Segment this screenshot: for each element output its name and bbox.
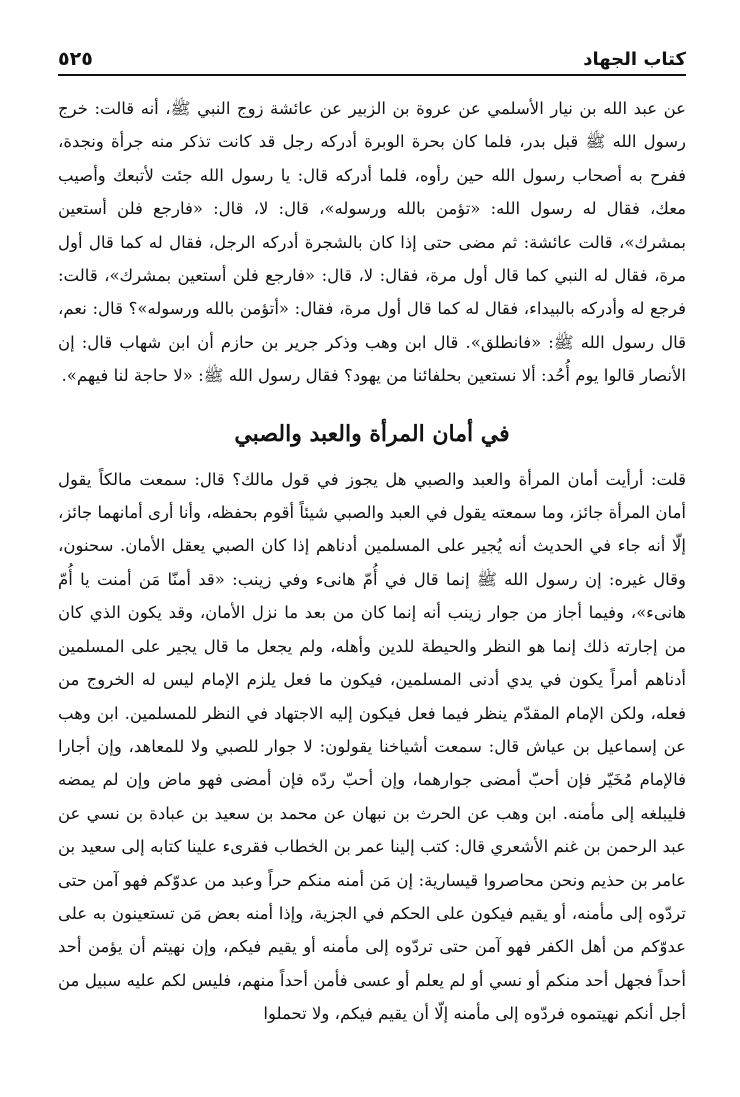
body-paragraph-ruling: قلت: أرأيت أمان المرأة والعبد والصبي هل يجوز في قول مالك؟ قال: سمعت مالكاً يقول أمان المرأة جائز، وما سمعته يقول في العبد والصبي شيئاً أقوم بحفظه، وأنا أرى أمانهما جائز، إلّا أنه جاء في الحديث أنه يُجير على المسلمين أدناهم إذا كان الصبي يعقل الأمان. سحنون، وقال غيره: إن رسول الله ﷺ إنما قال في أُمّ هانىء وفي زينب: «قد أمنّا مَن أمنت يا أُمّ هانىء»، وفيما أجاز من جوار زينب أنه إنما كان من بعد ما نزل الأمان، وقد يكون الذي كان من إجارته ذلك إنما هو النظر والحيطة للدين وأهله، ولم يجعل ما قال يجير على المسلمين أدناهم أمراً يكون في يدي أدنى المسلمين، فيكون ما فعل يلزم الإمام ليس له الخروج من فعله، ولكن الإمام المقدّم ينظر فيما فعل فيكون إليه الاجتهاد في النظر للمسلمين. ابن وهب عن إسماعيل بن عياش قال: سمعت أشياخنا يقولون: لا جوار للصبي ولا للمعاهد، وإن أجارا فالإمام مُخَيّر فإن أحبّ أمضى جوارهما، وإن أحبّ ردّه فإن أمضى فهو ماض وإن لم يمضه فليبلغه إلى مأمنه. ابن وهب عن الحرث بن نبهان عن محمد بن سعيد بن عبادة بن نسي عن عبد الرحمن بن غنم الأشعري قال: كتب إلينا عمر بن الخطاب فقرىء علينا كتابه إلى سعيد بن عامر بن حذيم ونحن محاصروا قيسارية: إن مَن أمنه منكم حراً وعبد من عدوّكم فهو آمن حتى تردّوه إلى مأمنه، أو يقيم فيكون على الحكم في الجزية، وإذا أمنه بعض مَن تستعينون به على عدوّكم من أهل الكفر فهو آمن حتى تردّوه إلى مأمنه أو يقيم فيكم، وإن نهيتم أن يؤمن أحد أحداً فجهل أحد منكم أو نسي أو لم يعلم أو عسى فأمن أحداً منهم، فليس لكم عليه سبيل من أجل أنكم نهيتموه فردّوه إلى مأمنه إلّا أن يقيم فيكم، ولا تحملوا [58, 469, 686, 1024]
page-number: ٥٢٥ [58, 48, 93, 70]
chapter-title: كتاب الجهاد [583, 49, 686, 70]
book-page [58, 40, 686, 1080]
running-header [58, 40, 686, 76]
section-heading: في أمان المرأة والعبد والصبي [234, 420, 510, 447]
body-paragraph-hadith: عن عبد الله بن نيار الأسلمي عن عروة بن الزبير عن عائشة زوج النبي ﷺ، أنه قالت: خرج رسول الله ﷺ قبل بدر، فلما كان بحرة الوبرة أدركه رجل قد كانت تذكر منه جرأة ونجدة، ففرح به أصحاب رسول الله حين رأوه، فلما أدركه قال: يا رسول الله جئت لأتبعك وأصيب معك، فقال له رسول الله: «تؤمن بالله ورسوله»، قال: لا، قال: «فارجع فلن أستعين بمشرك»، قالت عائشة: ثم مضى حتى إذا كان بالشجرة أدركه الرجل، فقال له كما قال أول مرة، فقال له النبي كما قال أول مرة، فقال: لا، قال: «فارجع فلن أستعين بمشرك»، قالت: فرجع له وأدركه بالبيداء، فقال له كما قال أول مرة، فقال: «أتؤمن بالله ورسوله»؟ قال: نعم، قال رسول الله ﷺ: «فانطلق». قال ابن وهب وذكر جرير بن حازم أن ابن شهاب قال: إن الأنصار قالوا يوم أُحُد: ألا نستعين بحلفائنا من يهود؟ فقال رسول الله ﷺ: «لا حاجة لنا فيهم». [58, 99, 686, 386]
